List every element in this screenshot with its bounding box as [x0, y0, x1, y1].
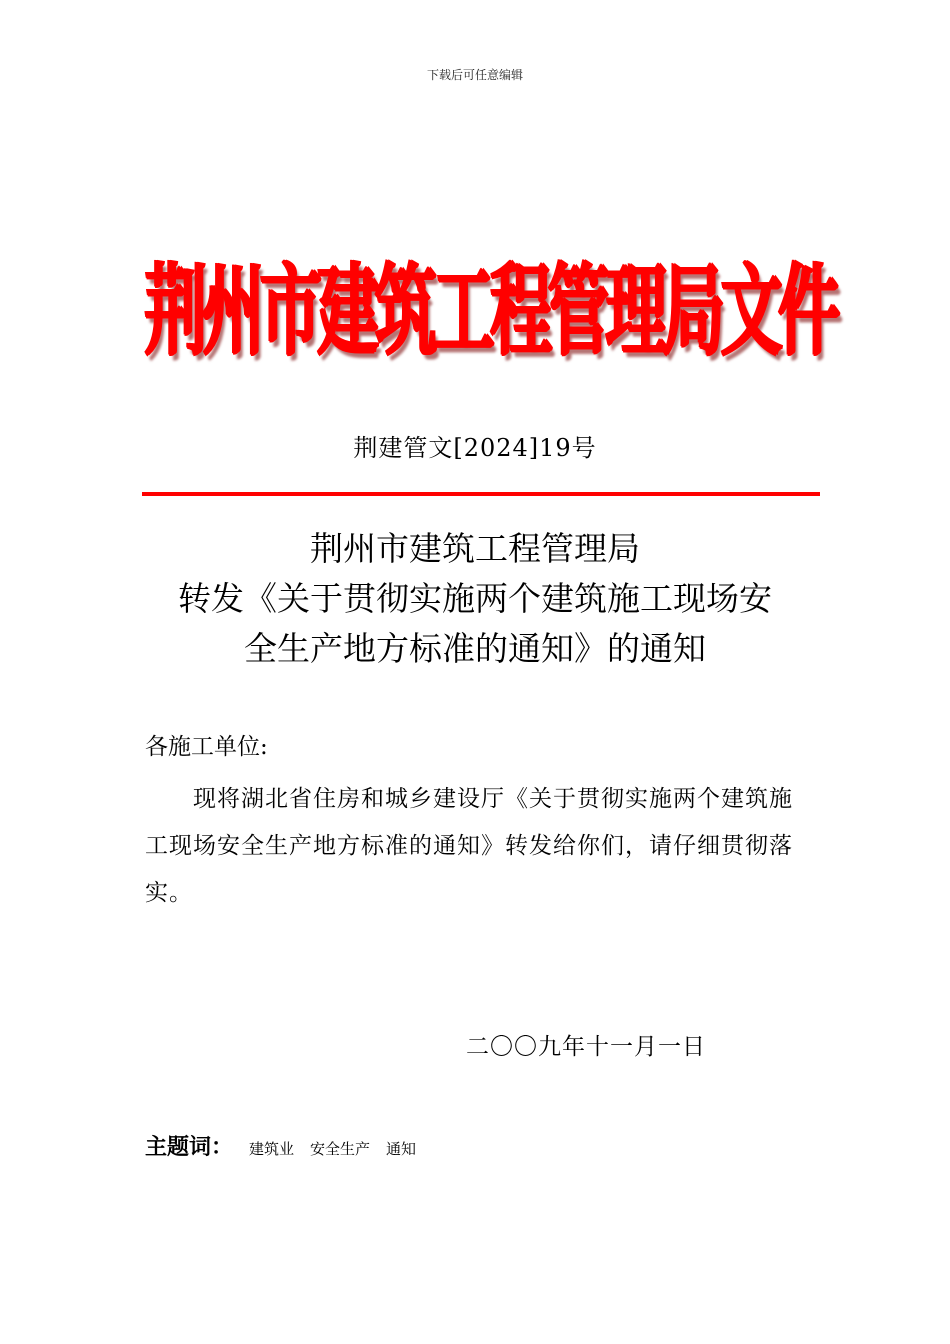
subject-keyword: 建筑业	[249, 1140, 295, 1158]
title-line-2: 转发《关于贯彻实施两个建筑施工现场安	[178, 579, 772, 618]
subject-keyword: 安全生产	[310, 1140, 371, 1158]
banner-title: 荆州市建筑工程管理局文件	[144, 254, 836, 370]
document-number: 荆建管文[2024]19号	[353, 434, 597, 462]
body-paragraph: 现将湖北省住房和城乡建设厅《关于贯彻实施两个建筑施工现场安全生产地方标准的通知》转发给你们，请仔细贯彻落实。	[145, 786, 793, 906]
notice-title	[0, 524, 950, 674]
red-divider	[142, 492, 820, 496]
issue-date: 二〇〇九年十一月一日	[466, 1034, 706, 1060]
title-line-3: 全生产地方标准的通知》的通知	[244, 629, 706, 668]
subject-keywords	[145, 1130, 416, 1161]
subject-keyword: 通知	[386, 1140, 417, 1158]
title-line-1: 荆州市建筑工程管理局	[310, 529, 640, 568]
salutation: 各施工单位:	[145, 734, 268, 760]
subject-label: 主题词：	[145, 1135, 234, 1160]
header-note: 下载后可任意编辑	[426, 68, 523, 82]
document-banner	[140, 238, 840, 368]
